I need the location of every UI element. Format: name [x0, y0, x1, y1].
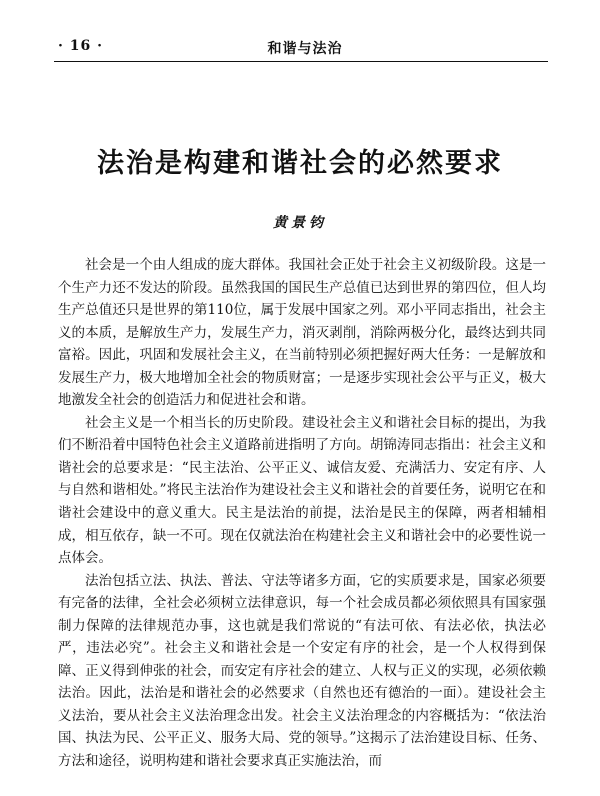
running-title: 和谐与法治 — [267, 41, 343, 57]
page-header — [0, 0, 600, 62]
article-body — [58, 254, 546, 773]
article-author: 黄景钧 — [273, 215, 327, 231]
paragraph: 法治包括立法、执法、普法、守法等诸多方面，它的实质要求是，国家必须要有完备的法律，全社会必须树立法律意识，每一个社会成员都必须依照具有国家强制力保障的法律规范办事，这也就是我们常说的“有法可依、有法必依，执法必严，违法必究”。社会主义和谐社会是一个安定有序的社会，是一个人权得到保障、正义得到伸张的社会，而安定有序社会的建立、人权与正义的实现，必须依赖法治。因此，法治是和谐社会的必然要求（自然也还有德治的一面）。建设社会主义法治，要从社会主义法治理念出发。社会主义法治理念的内容概括为：“依法治国、执法为民、公平正义、服务大局、党的领导。”这揭示了法治建设目标、任务、方法和途径，说明构建和谐社会要求真正实施法治，而 — [58, 572, 546, 770]
paragraph: 社会是一个由人组成的庞大群体。我国社会正处于社会主义初级阶段。这是一个生产力还不发达的阶段。虽然我国的国民生产总值已达到世界的第四位，但人均生产总值还只是世界的第110位，属于发展中国家之列。邓小平同志指出，社会主义的本质，是解放生产力，发展生产力，消灭剥削，消除两极分化，最终达到共同富裕。因此，巩固和发展社会主义，在当前特别必须把握好两大任务：一是解放和发展生产力，极大地增加全社会的物质财富；一是逐步实现社会公平与正义，极大地激发全社会的创造活力和促进社会和谐。 — [58, 257, 546, 409]
page-number: · 16 · — [58, 38, 103, 54]
article-title: 法治是构建和谐社会的必然要求 — [97, 148, 503, 179]
paragraph: 社会主义是一个相当长的历史阶段。建设社会主义和谐社会目标的提出，为我们不断沿着中国特色社会主义道路前进指明了方向。胡锦涛同志指出：社会主义和谐社会的总要求是：“民主法治、公平正义、诚信友爱、充满活力、安定有序、人与自然和谐相处。”将民主法治作为建设社会主义和谐社会的首要任务，说明它在和谐社会建设中的意义重大。民主是法治的前提，法治是民主的保障，两者相辅相成，相互依存，缺一不可。现在仅就法治在构建社会主义和谐社会中的必要性说一点体会。 — [58, 414, 546, 567]
header-rule — [54, 61, 548, 62]
